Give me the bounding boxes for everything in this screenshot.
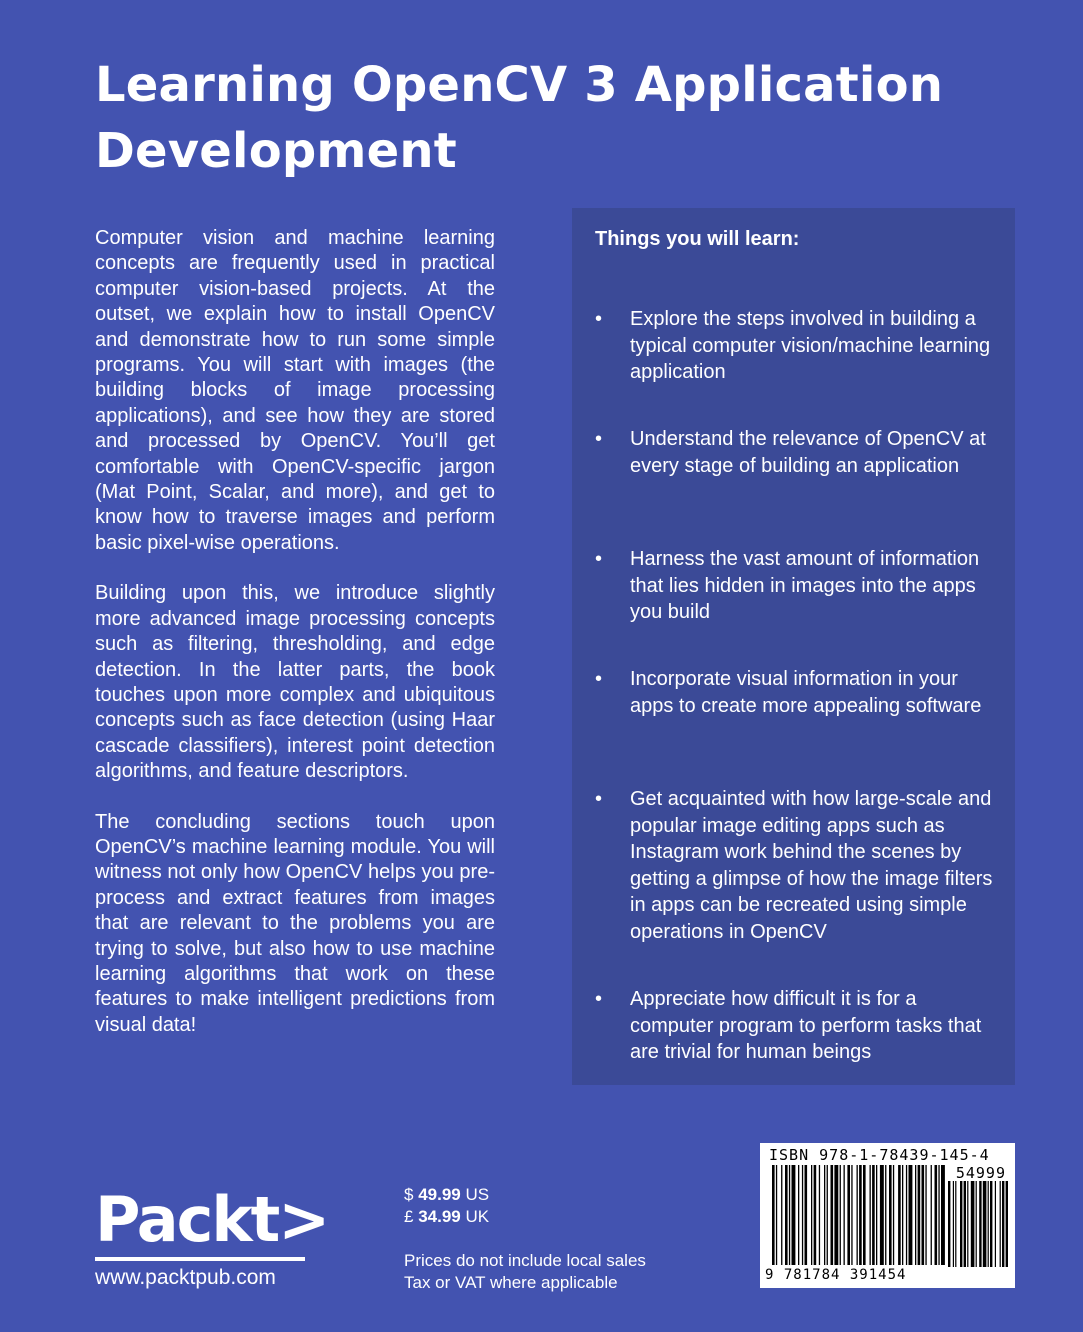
price-note-line: Tax or VAT where applicable [404, 1273, 618, 1292]
barcode-addon-bar [971, 1181, 975, 1267]
barcode-bar [909, 1165, 913, 1265]
barcode-addon: 54999 [955, 1164, 1006, 1182]
barcode-bar [902, 1165, 903, 1265]
learning-outcome-item [595, 986, 995, 1066]
learning-outcome-text: Understand the relevance of OpenCV at every stage of building an application [630, 428, 986, 477]
barcode-bar [851, 1165, 852, 1265]
price-amount: 34.99 [418, 1207, 461, 1226]
barcode-addon-bar [1000, 1181, 1001, 1267]
learning-outcome-text: Incorporate visual information in your apps to create more appealing software [630, 668, 982, 717]
bullet-icon: • [595, 548, 603, 570]
barcode-bar [898, 1165, 901, 1265]
barcode-bar [880, 1165, 884, 1265]
learning-outcome-text: Get acquainted with how large-scale and popular image editing apps such as Instagram work behind the scenes by getting a glimpse of how the image filters in apps can be recreated using simple operations in OpenCV [630, 788, 993, 943]
barcode-bar [859, 1165, 862, 1265]
learning-outcomes-box [572, 208, 1015, 1085]
book-title: Learning OpenCV 3 Application Development [95, 57, 944, 179]
isbn-text: ISBN 978-1-78439-145-4 [769, 1146, 990, 1164]
bullet-icon: • [595, 988, 603, 1010]
barcode-bar [802, 1165, 803, 1265]
bullet-icon: • [595, 668, 603, 690]
barcode-bar [781, 1165, 782, 1265]
barcode-number: 9 781784 391454 [765, 1267, 907, 1283]
barcode-addon-bar [948, 1181, 950, 1267]
bullet-icon: • [595, 788, 603, 810]
packt-logo-text: Packt> [95, 1183, 329, 1256]
price-region: US [465, 1185, 490, 1204]
barcode-bar [941, 1165, 945, 1265]
bullet-icon: • [595, 428, 603, 450]
learning-outcome-item [595, 546, 995, 626]
barcode-bar [844, 1165, 845, 1265]
learning-outcome-item [595, 666, 995, 719]
price-note-line: Prices do not include local sales [404, 1251, 646, 1270]
barcode-bar [840, 1165, 841, 1265]
learning-outcome-item [595, 426, 995, 479]
barcode-addon-bar [955, 1181, 956, 1267]
barcode-addon-bar [964, 1181, 966, 1267]
barcode-bar [772, 1165, 775, 1265]
barcode-bar [906, 1165, 907, 1265]
price-note [404, 1250, 646, 1294]
barcode-addon-bar [1006, 1181, 1008, 1267]
barcode-bar [915, 1165, 916, 1265]
description-paragraph: Building upon this, we introduce slightly more advanced image processing concepts such as filtering, thresholding, and edge detection. In the latter parts, the book touches upon more complex and ubiquitous concepts such as face detection (using Haar cascade classifiers), interest point detection algorithms, and feature descriptors. [95, 582, 495, 783]
barcode-bar [814, 1165, 817, 1265]
barcode-bar [872, 1165, 875, 1265]
barcode-bar [918, 1165, 921, 1265]
logo-underline [95, 1257, 305, 1261]
isbn-barcode [760, 1143, 1015, 1288]
publisher-website: www.packtpub.com [95, 1266, 276, 1289]
barcode-bar [776, 1165, 777, 1265]
barcode-bar [789, 1165, 790, 1265]
barcode-bar [931, 1165, 932, 1265]
barcode-bar [885, 1165, 886, 1265]
barcode-addon-bar [976, 1181, 977, 1267]
barcode-addon-bar [953, 1181, 954, 1267]
currency-symbol: £ [404, 1207, 414, 1226]
book-description [95, 226, 495, 1063]
learning-outcomes-heading: Things you will learn: [595, 228, 800, 250]
learning-outcome-text: Explore the steps involved in building a typical computer vision/machine learning application [630, 308, 991, 383]
barcode-bar [857, 1165, 858, 1265]
barcode-bar [819, 1165, 820, 1265]
barcode-bar [834, 1165, 838, 1265]
barcode-bar [824, 1165, 825, 1265]
barcode-addon-bar [990, 1181, 992, 1267]
barcode-bar [870, 1165, 871, 1265]
barcode-bar [827, 1165, 828, 1265]
barcode-bar [889, 1165, 892, 1265]
currency-symbol: $ [404, 1185, 414, 1204]
learning-outcome-item [595, 786, 995, 945]
barcode-addon-bar [983, 1181, 987, 1267]
barcode-bar [938, 1165, 939, 1265]
barcode-bar [798, 1165, 799, 1265]
barcode-bar [805, 1165, 808, 1265]
barcode-bar [922, 1165, 925, 1265]
barcode-bar [811, 1165, 812, 1265]
barcode-bar [893, 1165, 894, 1265]
barcode-addon-bar [1002, 1181, 1004, 1267]
barcode-bar [863, 1165, 866, 1265]
learning-outcome-item [595, 306, 995, 386]
barcode-bar [831, 1165, 834, 1265]
barcode-bar [935, 1165, 938, 1265]
learning-outcome-text: Harness the vast amount of information that lies hidden in images into the apps you build [630, 548, 980, 623]
barcode-addon-bar [995, 1181, 996, 1267]
price-us [404, 1184, 489, 1206]
description-paragraph: The concluding sections touch upon OpenCV’s machine learning module. You will witness not only how OpenCV helps you pre-process and extract features from images that are relevant to the problems you are trying to solve, but also how to use machine learning algorithms that work on these features to make intelligent predictions from visual data! [95, 810, 495, 1036]
barcode-addon-bar [960, 1181, 962, 1267]
barcode-addon-bar [967, 1181, 968, 1267]
barcode-addon-bar [988, 1181, 989, 1267]
barcode-bar [785, 1165, 788, 1265]
price-uk [404, 1206, 489, 1228]
packt-logo [95, 1183, 329, 1264]
price-amount: 49.99 [418, 1185, 461, 1204]
description-paragraph: Computer vision and machine learning concepts are frequently used in practical computer vision-based projects. At the outset, we explain how to install OpenCV and demonstrate how to run some simple programs. You will start with images (the building blocks of image processing applications), and see how they are stored and processed by OpenCV. You’ll get comfortable with OpenCV-specific jargon (Mat Point, Scalar, and more), and get to know how to traverse images and perform basic pixel-wise operations. [95, 227, 495, 554]
barcode-bar [925, 1165, 926, 1265]
barcode-bar [847, 1165, 850, 1265]
price-list [404, 1184, 489, 1228]
price-region: UK [465, 1207, 490, 1226]
barcode-addon-bar [979, 1181, 981, 1267]
learning-outcome-text: Appreciate how difficult it is for a computer program to perform tasks that are trivial for human beings [630, 988, 982, 1063]
barcode-bar [876, 1165, 877, 1265]
barcode-bar [792, 1165, 796, 1265]
bullet-icon: • [595, 308, 603, 330]
